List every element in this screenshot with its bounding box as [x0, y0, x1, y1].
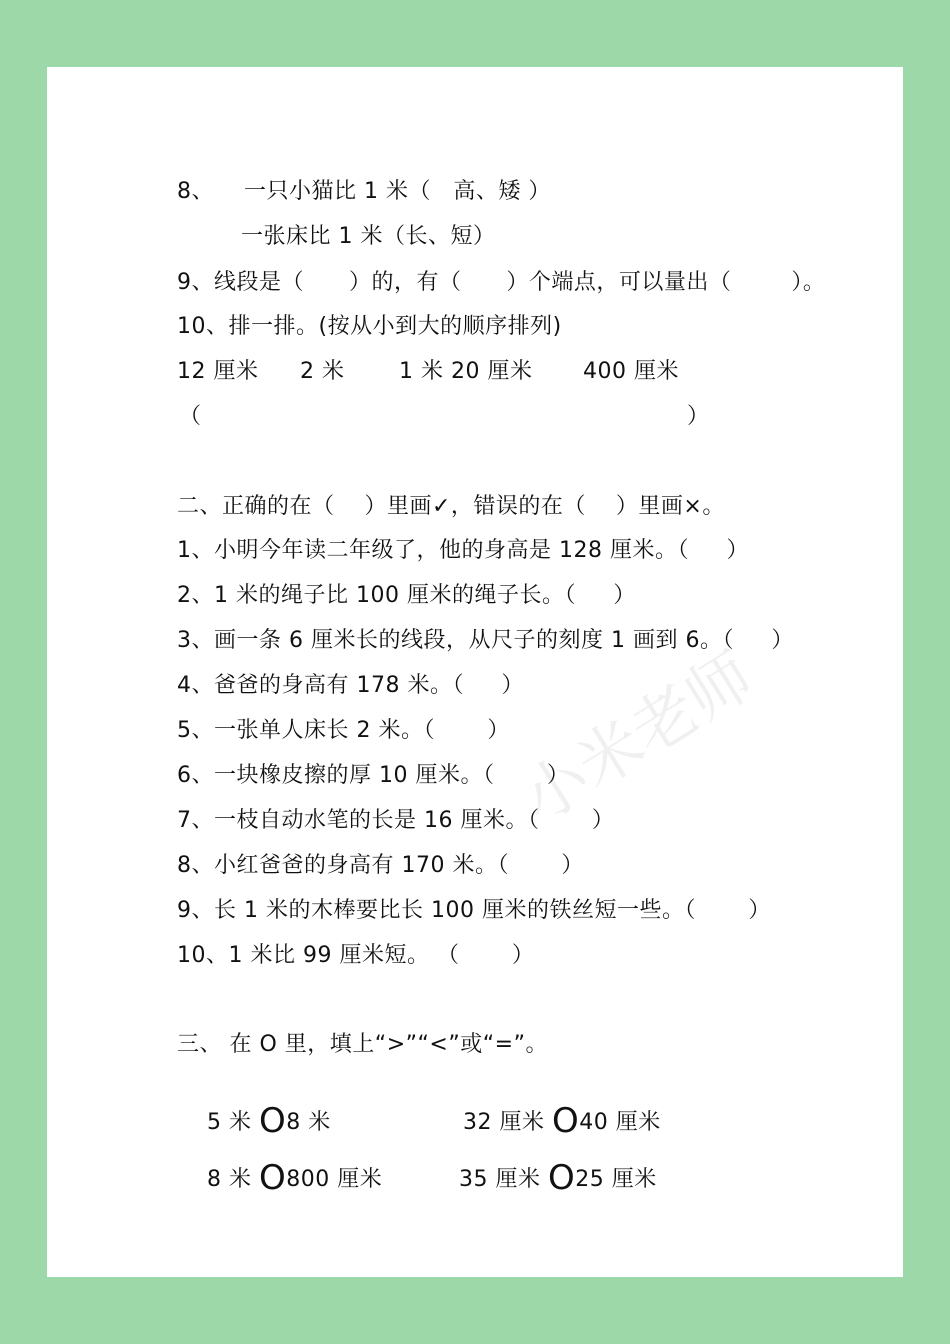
comparison-3 [177, 1136, 382, 1222]
sort-item-2: 2 米 [300, 359, 345, 384]
comparison-circle: O [258, 1158, 287, 1198]
true-false-question-1: 1、小明今年读二年级了，他的身高是 128 厘米。（ ） [177, 538, 749, 563]
question-8-line-1: 8、 一只小猫比 1 米（ 高、矮 ） [177, 179, 551, 204]
comparison-2-left: 32 厘米 [462, 1110, 552, 1135]
worksheet-page [47, 67, 903, 1277]
comparison-circle: O [547, 1158, 576, 1198]
true-false-question-8: 8、小红爸爸的身高有 170 米。（ ） [177, 853, 584, 878]
sort-item-1: 12 厘米 [177, 359, 259, 384]
true-false-question-3: 3、画一条 6 厘米长的线段，从尺子的刻度 1 画到 6。（ ） [177, 628, 794, 653]
true-false-question-7: 7、一枝自动水笔的长是 16 厘米。（ ） [177, 808, 615, 833]
comparison-3-left: 8 米 [206, 1167, 259, 1192]
comparison-3-right: 800 厘米 [286, 1167, 383, 1192]
section-2-heading: 二、正确的在（ ）里画✓，错误的在（ ）里画×。 [177, 494, 725, 519]
comparison-2-right: 40 厘米 [579, 1110, 661, 1135]
true-false-question-2: 2、1 米的绳子比 100 厘米的绳子长。（ ） [177, 583, 636, 608]
section-3-heading: 三、 在 O 里，填上“>”“<”或“=”。 [177, 1032, 548, 1057]
question-8-line-2: 一张床比 1 米（长、短） [241, 224, 496, 249]
true-false-question-9: 9、长 1 米的木棒要比长 100 厘米的铁丝短一些。（ ） [177, 898, 771, 923]
sort-item-4: 400 厘米 [583, 359, 679, 384]
answer-bracket-close: ） [687, 404, 710, 429]
comparison-1-left: 5 米 [206, 1110, 259, 1135]
true-false-question-10: 10、1 米比 99 厘米短。 （ ） [177, 943, 535, 968]
true-false-question-6: 6、一块橡皮擦的厚 10 厘米。（ ） [177, 763, 570, 788]
comparison-circle: O [551, 1101, 580, 1141]
comparison-1-right: 8 米 [286, 1110, 331, 1135]
true-false-question-5: 5、一张单人床长 2 米。（ ） [177, 718, 510, 743]
answer-bracket-open: （ [179, 404, 202, 429]
comparison-4-left: 35 厘米 [458, 1167, 548, 1192]
sort-item-3: 1 米 20 厘米 [399, 359, 533, 384]
watermark: 小米老师 [510, 638, 767, 838]
question-9: 9、线段是（ ）的，有（ ）个端点，可以量出（ ）。 [177, 270, 826, 295]
comparison-circle: O [258, 1101, 287, 1141]
comparison-4 [429, 1136, 657, 1222]
true-false-question-4: 4、爸爸的身高有 178 米。（ ） [177, 673, 524, 698]
question-10: 10、排一排。(按从小到大的顺序排列) [177, 314, 562, 339]
comparison-4-right: 25 厘米 [575, 1167, 657, 1192]
